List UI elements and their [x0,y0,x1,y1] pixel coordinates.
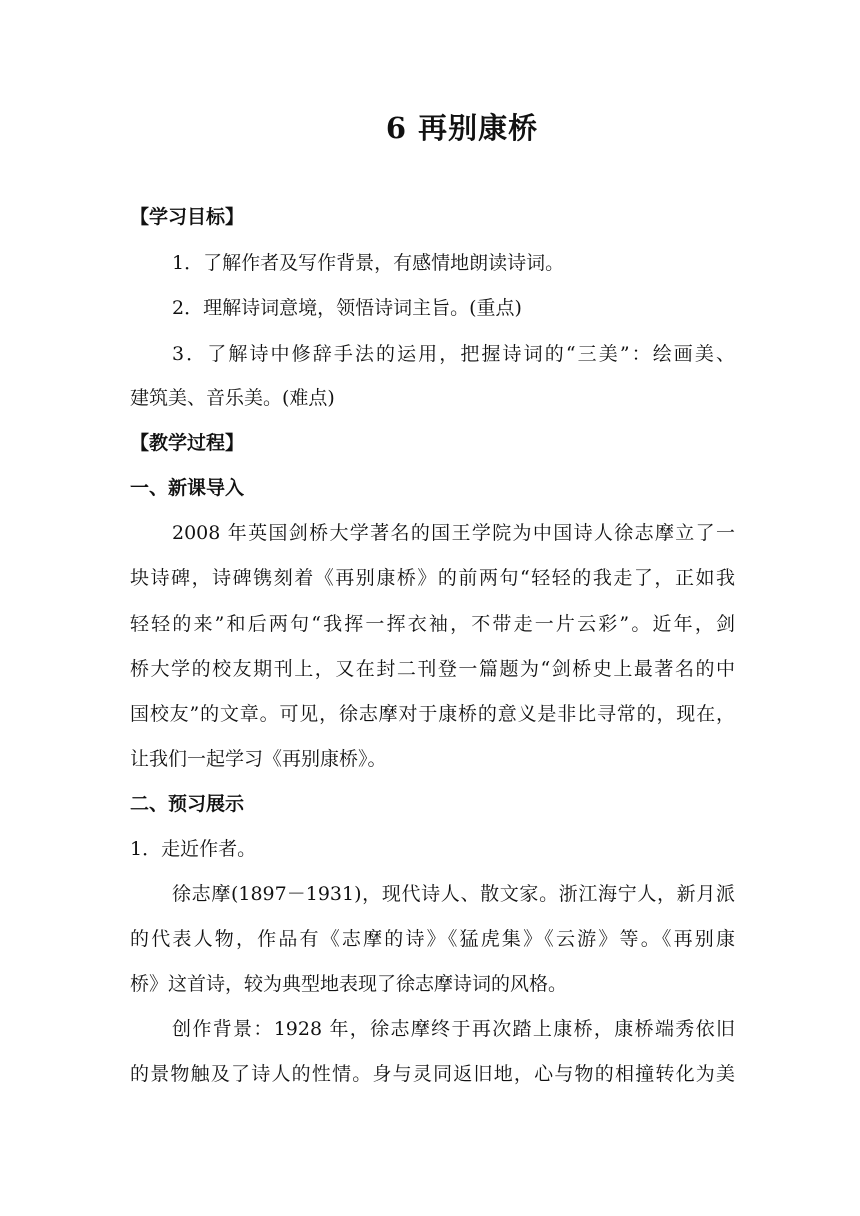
author-paragraph-line: 的代表人物，作品有《志摩的诗》《猛虎集》《云游》等。《再别康 [130,928,735,950]
goal-item-3-line-2: 建筑美、音乐美。(难点) [130,387,335,409]
goal-item-2: 2．理解诗词意境，领悟诗词主旨。(重点) [172,297,522,319]
author-paragraph-line: 徐志摩(1897－1931)，现代诗人、散文家。浙江海宁人，新月派 [172,883,735,905]
page-title: 6 再别康桥 [385,111,539,145]
learning-goals-heading: 【学习目标】 [130,206,245,228]
intro-paragraph-line: 2008 年英国剑桥大学著名的国王学院为中国诗人徐志摩立了一 [172,522,735,544]
background-paragraph-line: 的景物触及了诗人的性情。身与灵同返旧地，心与物的相撞转化为美 [130,1063,735,1085]
goal-item-1: 1．了解作者及写作背景，有感情地朗读诗词。 [172,252,565,274]
intro-paragraph-line: 块诗碑，诗碑镌刻着《再别康桥》的前两句“轻轻的我走了，正如我 [130,567,735,589]
goal-item-3-line-1: 3．了解诗中修辞手法的运用，把握诗词的“三美”：绘画美、 [172,343,735,365]
intro-paragraph-line: 让我们一起学习《再别康桥》。 [130,748,387,770]
intro-paragraph-line: 轻轻的来”和后两句“我挥一挥衣袖，不带走一片云彩”。近年，剑 [130,613,735,635]
intro-paragraph-line: 桥大学的校友期刊上，又在封二刊登一篇题为“剑桥史上最著名的中 [130,658,735,680]
intro-paragraph-line: 国校友”的文章。可见，徐志摩对于康桥的意义是非比寻常的，现在， [130,703,735,725]
preview-item-1: 1．走近作者。 [130,838,257,860]
teaching-process-heading: 【教学过程】 [130,432,245,454]
background-paragraph-line: 创作背景：1928 年，徐志摩终于再次踏上康桥，康桥端秀依旧 [172,1018,735,1040]
author-paragraph-line: 桥》这首诗，较为典型地表现了徐志摩诗词的风格。 [130,973,568,995]
section-2-heading: 二、预习展示 [130,793,245,815]
section-1-heading: 一、新课导入 [130,477,245,499]
